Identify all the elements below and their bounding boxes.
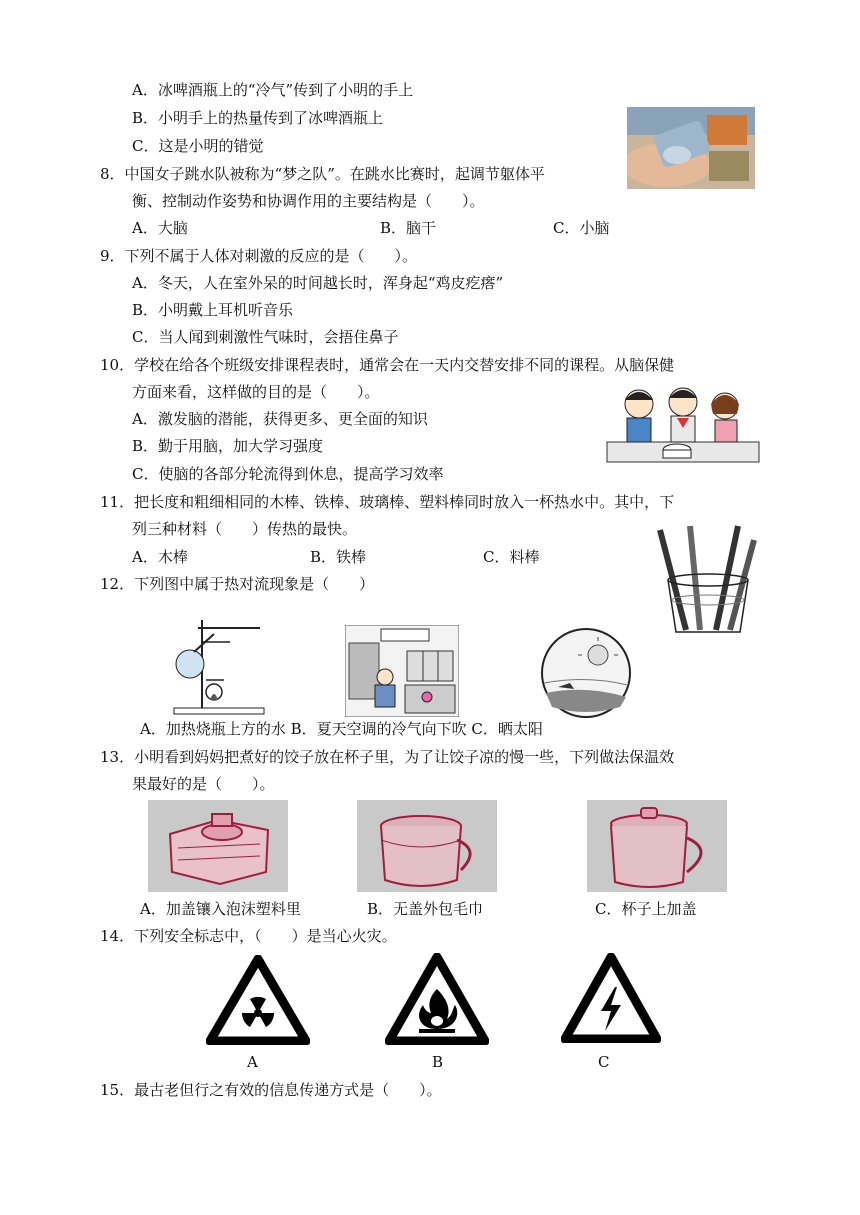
q8-option-b: B．脑干: [380, 219, 437, 237]
q15-stem: 15．最古老但行之有效的信息传递方式是（ ）。: [100, 1081, 442, 1099]
q8-stem-line2: 衡、控制动作姿势和协调作用的主要结构是（ ）。: [132, 192, 485, 210]
children-illustration: [605, 380, 761, 464]
heated-flask-illustration: [170, 618, 268, 716]
q14-label-a: A: [247, 1053, 258, 1071]
fire-warning-sign: [385, 953, 489, 1045]
q14-label-c: C: [598, 1053, 610, 1071]
q7-option-a: A．冰啤酒瓶上的“冷气”传到了小明的手上: [132, 81, 414, 99]
q8-stem-line1: 8．中国女子跳水队被称为“梦之队”。在跳水比赛时，起调节躯体平: [100, 165, 545, 183]
q12-captions: A．加热烧瓶上方的水 B．夏天空调的冷气向下吹 C．晒太阳: [140, 720, 543, 738]
q11-option-b: B．铁棒: [310, 548, 367, 566]
q14-stem: 14．下列安全标志中，（ ）是当心火灾。: [100, 927, 397, 945]
q9-option-b: B．小明戴上耳机听音乐: [132, 301, 294, 319]
q12-stem: 12．下列图中属于热对流现象是（ ）: [100, 575, 375, 593]
q13-caption-c: C．杯子上加盖: [595, 900, 697, 918]
sunbathing-illustration: [540, 627, 632, 719]
q11-option-c: C．料棒: [483, 548, 540, 566]
q13-caption-a: A．加盖镶入泡沫塑料里: [140, 900, 301, 918]
q8-option-c: C．小脑: [553, 219, 610, 237]
q10-stem-line1: 10．学校在给各个班级安排课程表时，通常会在一天内交替安排不同的课程。从脑保健: [100, 356, 675, 374]
q9-option-c: C．当人闻到刺激性气味时，会捂住鼻子: [132, 328, 399, 346]
q14-label-b: B: [432, 1053, 444, 1071]
q10-stem-line2: 方面来看，这样做的目的是（ ）。: [132, 383, 380, 401]
beer-can-hand-photo: [627, 107, 755, 189]
cup-with-lid-image: [587, 800, 727, 892]
q13-stem-line2: 果最好的是（ ）。: [132, 775, 275, 793]
electric-shock-warning-sign: [561, 953, 661, 1043]
q8-option-a: A．大脑: [132, 219, 188, 237]
q11-option-a: A．木棒: [132, 548, 188, 566]
radiation-warning-sign: [206, 955, 310, 1045]
q10-option-b: B．勤于用脑，加大学习强度: [132, 437, 324, 455]
q13-caption-b: B．无盖外包毛巾: [367, 900, 484, 918]
cup-with-towel-image: [357, 800, 497, 892]
q10-option-c: C．使脑的各部分轮流得到休息，提高学习效率: [132, 465, 444, 483]
rods-in-glass-illustration: [650, 520, 762, 638]
air-conditioner-room-illustration: [345, 625, 459, 717]
q10-option-a: A．激发脑的潜能，获得更多、更全面的知识: [132, 410, 428, 428]
cup-in-foam-image: [148, 800, 288, 892]
q7-option-b: B．小明手上的热量传到了冰啤酒瓶上: [132, 109, 384, 127]
q7-option-c: C．这是小明的错觉: [132, 137, 264, 155]
q13-stem-line1: 13．小明看到妈妈把煮好的饺子放在杯子里，为了让饺子凉的慢一些，下列做法保温效: [100, 748, 675, 766]
q11-stem-line1: 11．把长度和粗细相同的木棒、铁棒、玻璃棒、塑料棒同时放入一杯热水中。其中，下: [100, 493, 675, 511]
q9-option-a: A．冬天，人在室外呆的时间越长时，浑身起“鸡皮疙瘩”: [132, 274, 504, 292]
q9-stem: 9．下列不属于人体对刺激的反应的是（ ）。: [100, 247, 418, 265]
q11-stem-line2: 列三种材料（ ）传热的最快。: [132, 520, 358, 538]
